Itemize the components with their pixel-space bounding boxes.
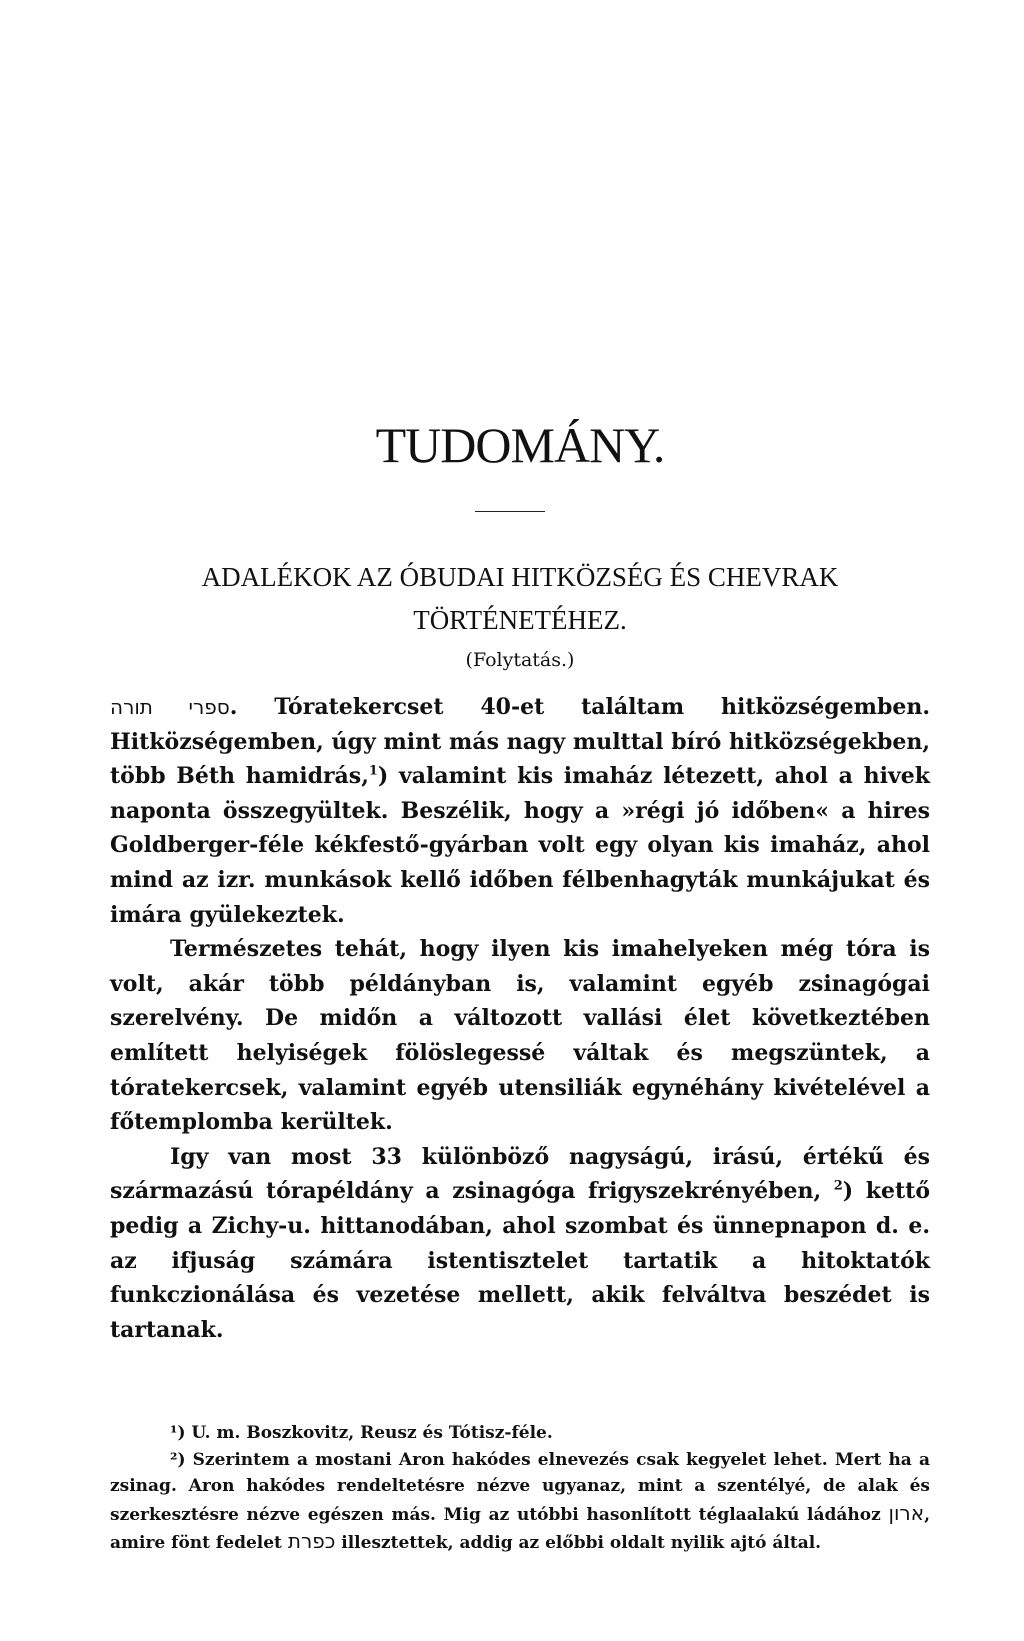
footnote-ref-2: 2: [833, 1178, 843, 1194]
footnote-1: ¹) U. m. Boszkovitz, Reusz és Tótisz-féle.: [170, 1423, 553, 1443]
paragraph-3: [110, 1140, 930, 1348]
article-subtitle: (Folytatás.): [465, 649, 575, 671]
section-title: TUDOMÁNY.: [375, 417, 665, 473]
footnote-2-text-a: ²) Szerintem a mostani Aron hakódes elnevezés csak kegyelet lehet. Mert ha a zsinag. Aron hakódes rendeltetésre nézve ugyanaz, mint a szentélyé, de alak és szerkesztésre nézve egészen más. Mig az utóbbi hasonlított téglaalakú ládához: [110, 1449, 930, 1525]
footnote-2-text-c: illesztettek, addig az előbbi oldalt nyilik ajtó által.: [341, 1533, 822, 1553]
paragraph-1-text-b: ) valamint kis imaház létezett, ahol a hivek naponta összegyültek. Beszélik, hogy a »régi jó időben« a hires Goldberger-féle kékfestő-gyárban volt egy olyan kis imaház, ahol mind az izr. munkások kellő időben félbenhagyták munkájukat és imára gyülekeztek.: [110, 763, 930, 928]
hebrew-term: ספרי תורה: [110, 695, 230, 719]
paragraph-3-text-b: ) kettő pedig a Zichy-u. hittanodában, ahol szombat és ünnepnapon d. e. az ifjuság számára istentisztelet tartatik a hitoktatók funkczionálása és vezetése mellett, akik felváltva beszédet is tartanak.: [110, 1178, 930, 1343]
footnote-2-hebrew-2: כפרת: [287, 1529, 336, 1553]
footnote-2-hebrew-1: ארון: [888, 1500, 925, 1525]
article-title-line-2: TÖRTÉNETÉHEZ.: [413, 605, 627, 635]
title-divider: [475, 511, 545, 512]
document-page: [110, 0, 930, 1641]
paragraph-3-text-a: Igy van most 33 különböző nagyságú, irású, értékű és származású tórapéldány a zsinagóga frigyszekrényében,: [110, 1143, 930, 1205]
paragraph-2: Természetes tehát, hogy ilyen kis imahelyeken még tóra is volt, akár több példányban is, valamint egyéb zsinagógai szerelvény. De midőn a változott vallási élet következtében említett helyiségek fölöslegessé váltak és megszüntek, a tóratekercsek, valamint egyéb utensiliák egynéhány kivételével a főtemplomba kerültek.: [110, 936, 930, 1136]
footnotes: [110, 1420, 930, 1557]
article-body: [110, 690, 930, 1347]
footnote-ref-1: 1: [368, 763, 378, 779]
article-title-line-1: ADALÉKOK AZ ÓBUDAI HITKÖZSÉG ÉS CHEVRAK: [201, 562, 839, 592]
footnote-2: [110, 1447, 930, 1557]
paragraph-1-text-a: . Tóratekercset 40-et találtam hitközségemben. Hitközségemben, úgy mint más nagy multtal bíró hitközségekben, több Béth hamidrás,: [110, 694, 930, 790]
article-title: [110, 556, 930, 642]
paragraph-1: [110, 690, 930, 932]
footnote-2-text-b: , amire fönt fedelet: [110, 1504, 930, 1553]
